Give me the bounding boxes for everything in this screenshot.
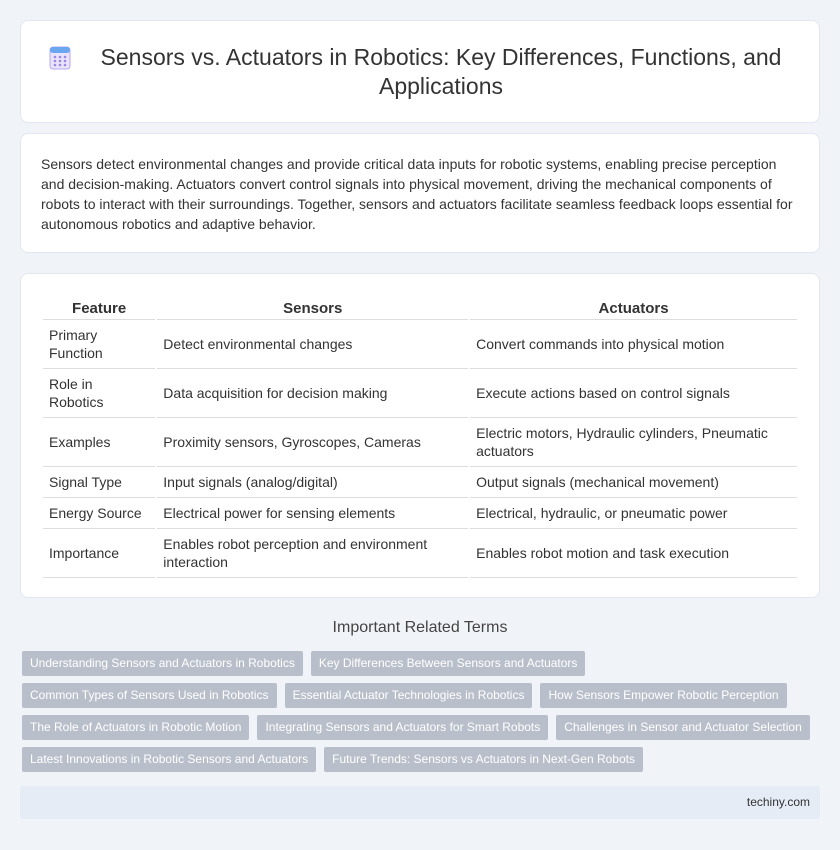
table-cell: Role in Robotics: [43, 369, 155, 418]
table-cell: Electrical power for sensing elements: [157, 498, 468, 529]
header-actuators: Actuators: [470, 294, 797, 320]
comparison-table: [41, 294, 799, 578]
title-card: [20, 20, 820, 123]
table-cell: Output signals (mechanical movement): [470, 467, 797, 498]
related-term-link[interactable]: Integrating Sensors and Actuators for Smart Robots: [257, 715, 548, 740]
footer: [20, 786, 820, 819]
table-cell: Examples: [43, 418, 155, 467]
table-row: [43, 529, 797, 578]
table-cell: Data acquisition for decision making: [157, 369, 468, 418]
tag-row: [22, 715, 822, 747]
related-term-link[interactable]: The Role of Actuators in Robotic Motion: [22, 715, 249, 740]
table-cell: Enables robot perception and environment interaction: [157, 529, 468, 578]
table-row: [43, 467, 797, 498]
table-cell: Primary Function: [43, 320, 155, 369]
table-row: [43, 320, 797, 369]
related-term-link[interactable]: Latest Innovations in Robotic Sensors and Actuators: [22, 747, 316, 772]
summary-text: Sensors detect environmental changes and provide critical data inputs for robotic systems, enabling precise perception and decision-making. Actuators convert control signals into physical movement, driving the mechanical components of robots to interact with their surroundings. Together, sensors and actuators facilitate seamless feedback loops essential for autonomous robotics and adaptive behavior.: [41, 156, 793, 232]
related-terms-heading: Important Related Terms: [332, 619, 508, 636]
related-term-link[interactable]: Understanding Sensors and Actuators in Robotics: [22, 651, 303, 676]
table-cell: Signal Type: [43, 467, 155, 498]
table-cell: Execute actions based on control signals: [470, 369, 797, 418]
table-cell: Electric motors, Hydraulic cylinders, Pneumatic actuators: [470, 418, 797, 467]
table-cell: Electrical, hydraulic, or pneumatic power: [470, 498, 797, 529]
table-cell: Input signals (analog/digital): [157, 467, 468, 498]
table-row: [43, 418, 797, 467]
table-cell: Proximity sensors, Gyroscopes, Cameras: [157, 418, 468, 467]
tag-row: [22, 747, 822, 779]
table-row: [43, 498, 797, 529]
tag-row: [22, 651, 822, 683]
related-term-link[interactable]: Common Types of Sensors Used in Robotics: [22, 683, 277, 708]
page-title: Sensors vs. Actuators in Robotics: Key Differences, Functions, and Applications: [100, 44, 782, 99]
related-terms: [22, 651, 822, 779]
table-cell: Convert commands into physical motion: [470, 320, 797, 369]
table-cell: Enables robot motion and task execution: [470, 529, 797, 578]
table-cell: Energy Source: [43, 498, 155, 529]
summary-card: [20, 133, 820, 253]
comparison-card: [20, 273, 820, 598]
related-term-link[interactable]: Challenges in Sensor and Actuator Selection: [556, 715, 810, 740]
table-header-row: [43, 294, 797, 320]
table-cell: Detect environmental changes: [157, 320, 468, 369]
related-term-link[interactable]: Essential Actuator Technologies in Robotics: [285, 683, 533, 708]
site-name[interactable]: techiny.com: [746, 795, 810, 809]
related-term-link[interactable]: Future Trends: Sensors vs Actuators in Next-Gen Robots: [324, 747, 643, 772]
related-term-link[interactable]: Key Differences Between Sensors and Actuators: [311, 651, 586, 676]
header-sensors: Sensors: [157, 294, 468, 320]
table-cell: Importance: [43, 529, 155, 578]
tag-row: [22, 683, 822, 715]
header-feature: Feature: [43, 294, 155, 320]
table-row: [43, 369, 797, 418]
related-term-link[interactable]: How Sensors Empower Robotic Perception: [540, 683, 786, 708]
